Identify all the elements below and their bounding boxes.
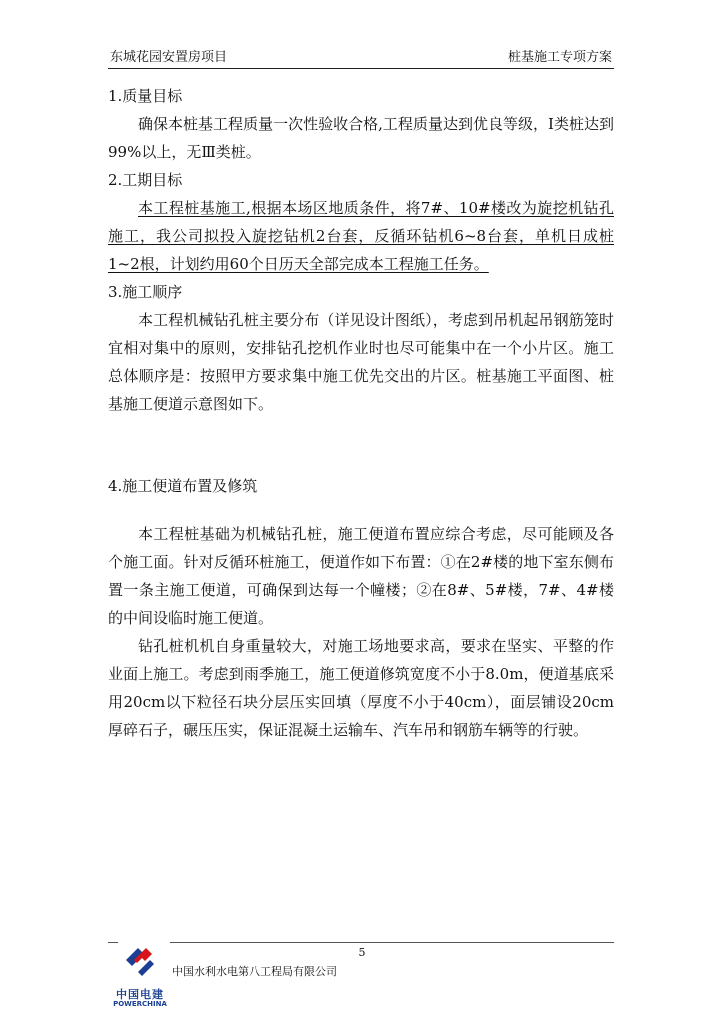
page-header — [108, 44, 614, 69]
logo-text-chinese: 中国电建 — [116, 988, 164, 1001]
footer-rule — [170, 942, 614, 943]
section-3-paragraph: 本工程机械钻孔桩主要分布（详见设计图纸），考虑到吊机起吊钢筋笼时宜相对集中的原则，安排钻孔挖机作业时也尽可能集中在一个小片区。施工总体顺序是：按照甲方要求集中施工优先交出的片区。桩基施工平面图、桩基施工便道示意图如下。 — [108, 311, 614, 413]
page-number: 5 — [358, 946, 366, 959]
section-4-paragraph-1: 本工程桩基础为机械钻孔桩，施工便道布置应综合考虑，尽可能顾及各个施工面。针对反循环桩施工，便道作如下布置：①在2#楼的地下室东侧布置一条主施工便道，可确保到达每一个幢楼；②在8#、5#楼，7#、4#楼的中间设临时施工便道。 — [108, 525, 614, 627]
logo-text-english: POWERCHINA — [113, 1000, 167, 1008]
section-1-paragraph: 确保本桩基工程质量一次性验收合格,工程质量达到优良等级，I类桩达到99%以上，无Ⅲ类桩。 — [108, 115, 614, 161]
spacer — [108, 500, 614, 520]
section-3-heading: 3.施工顺序 — [108, 283, 183, 301]
section-1-heading: 1.质量目标 — [108, 87, 183, 105]
section-4-paragraph-2: 钻孔桩机机自身重量较大，对施工场地要求高，要求在坚实、平整的作业面上施工。考虑到雨季施工，施工便道修筑宽度不小于8.0m，便道基底采用20cm以下粒径石块分层压实回填（厚度不小于40cm），面层铺设20cm厚碎石子，碾压压实，保证混凝土运输车、汽车吊和钢筋车辆等的行驶。 — [108, 637, 614, 739]
section-2-heading: 2.工期目标 — [108, 171, 183, 189]
header-document-title: 桩基施工专项方案 — [507, 50, 612, 65]
document-body — [108, 82, 614, 744]
footer-company-name: 中国水利水电第八工程局有限公司 — [172, 965, 337, 978]
section-4-heading: 4.施工便道布置及修筑 — [108, 477, 258, 495]
section-2-paragraph: 本工程桩基施工,根据本场区地质条件，将7#、10#楼改为旋挖机钻孔施工，我公司拟投入旋挖钻机2台套，反循环钻机6~8台套，单机日成桩1~2根，计划约用60个日历天全部完成本工程施工任务。 — [108, 199, 614, 273]
header-project-name: 东城花园安置房项目 — [110, 50, 228, 65]
